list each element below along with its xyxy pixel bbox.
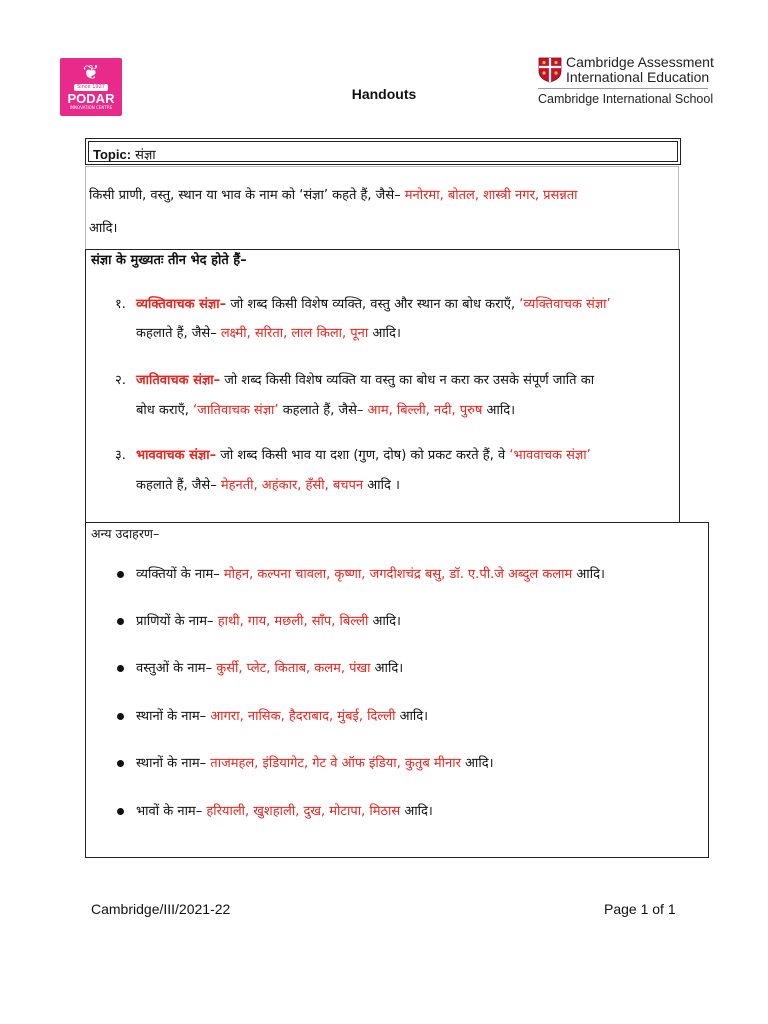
types-heading: संज्ञा के मुख्यतः तीन भेद होते हैं–	[91, 253, 247, 268]
logo-name: PODAR	[67, 91, 115, 106]
type-number: ३.	[115, 448, 126, 463]
type-examples: मेहनती, अहंकार, हँसी, बचपन	[216, 478, 364, 493]
topic-value: संज्ञा	[135, 148, 156, 163]
cambridge-title-line1: Cambridge Assessment	[566, 54, 714, 70]
example-values: मोहन, कल्पना चावला, कृष्णा, जगदीशचंद्र बसु, डॉ. ए.पी.जे अब्दुल कलाम	[223, 567, 573, 582]
example-end: आदि।	[400, 804, 433, 819]
type-2-line-2	[136, 400, 515, 418]
example-end: आदि।	[368, 614, 401, 629]
type-3-line-2	[136, 475, 400, 493]
example-values: कुर्सी, प्लेट, किताब, कलम, पंखा	[216, 661, 371, 676]
bullet-icon	[117, 618, 124, 625]
list-item	[136, 706, 428, 724]
definition-examples: मनोरमा, बोतल, शास्त्री नगर, प्रसन्नता	[400, 188, 578, 203]
cambridge-shield-icon	[538, 57, 562, 83]
example-label: व्यक्तियों के नाम–	[136, 567, 224, 582]
example-label: प्राणियों के नाम–	[136, 614, 218, 629]
type-end: आदि।	[368, 326, 401, 341]
type-2-line-1	[136, 370, 594, 388]
type-text: जो शब्द किसी विशेष व्यक्ति या वस्तु का बोध न करा कर उसके संपूर्ण जाति का	[220, 373, 595, 388]
topic-label: Topic:	[93, 147, 132, 162]
type-text: बोध कराएँ,	[136, 403, 194, 418]
type-text: जो शब्द किसी विशेष व्यक्ति, वस्तु और स्थान का बोध कराएँ,	[226, 297, 520, 312]
example-end: आदि।	[395, 709, 429, 724]
bullet-icon	[117, 571, 124, 578]
list-item	[136, 801, 433, 819]
examples-heading: अन्य उदाहरण–	[91, 526, 160, 541]
example-label: स्थानों के नाम–	[136, 709, 207, 724]
definition-line-2: आदि।	[89, 221, 118, 236]
definition-box	[85, 166, 679, 250]
example-end: आदि।	[460, 756, 494, 771]
type-number: १.	[115, 297, 126, 312]
type-term: ‘व्यक्तिवाचक संज्ञा’	[519, 297, 611, 312]
definition-text: किसी प्राणी, वस्तु, स्थान या भाव के नाम को ‘संज्ञा’ कहते हैं, जैसे–	[89, 188, 401, 203]
list-item	[136, 753, 494, 771]
footer-code: Cambridge/III/2021-22	[91, 901, 231, 917]
cambridge-school-name: Cambridge International School	[538, 92, 714, 106]
type-text: कहलाते हैं, जैसे–	[136, 326, 217, 341]
type-name: जातिवाचक संज्ञा–	[136, 373, 221, 388]
example-label: स्थानों के नाम–	[136, 756, 207, 771]
type-term: ‘जातिवाचक संज्ञा’	[193, 403, 279, 418]
tree-icon: ❦	[82, 60, 100, 84]
list-item	[136, 658, 403, 676]
example-values: हाथी, गाय, मछली, साँप, बिल्ली	[217, 614, 369, 629]
type-end: आदि।	[482, 403, 516, 418]
example-values: हरियाली, खुशहाली, दुख, मोटापा, मिठास	[206, 804, 401, 819]
type-end: आदि ।	[363, 478, 400, 493]
type-text: कहलाते हैं, जैसे–	[136, 478, 217, 493]
type-text: कहलाते हैं, जैसे–	[278, 403, 364, 418]
page-number: Page 1 of 1	[604, 901, 676, 917]
example-label: वस्तुओं के नाम–	[136, 661, 217, 676]
bullet-icon	[117, 808, 124, 815]
list-item	[136, 611, 401, 629]
types-box	[85, 249, 680, 523]
type-number: २.	[115, 373, 126, 388]
example-end: आदि।	[572, 567, 605, 582]
cambridge-title-line2: International Education	[566, 69, 710, 85]
type-name: भाववाचक संज्ञा–	[136, 448, 217, 463]
definition-line-1	[89, 185, 578, 203]
logo-since: Since 1927	[74, 84, 108, 91]
bullet-icon	[117, 665, 124, 672]
type-term: ‘भाववाचक संज्ञा’	[509, 448, 591, 463]
document-title: Handouts	[351, 86, 417, 102]
bullet-icon	[117, 713, 124, 720]
logo-subtitle: INNOVATION CENTRE	[69, 105, 113, 110]
type-1-line-2	[136, 323, 401, 341]
type-text: जो शब्द किसी भाव या दशा (गुण, दोष) को प्रकट करते हैं, वे	[216, 448, 510, 463]
example-values: आगरा, नासिक, हैदराबाद, मुंबई, दिल्ली	[206, 709, 396, 724]
topic-line	[93, 145, 156, 163]
example-end: आदि।	[370, 661, 404, 676]
type-name: व्यक्तिवाचक संज्ञा–	[136, 297, 227, 312]
list-item	[136, 564, 605, 582]
type-1-line-1	[136, 294, 611, 312]
example-values: ताजमहल, इंडियागेट, गेट वे ऑफ इंडिया, कुतुब मीनार	[206, 756, 461, 771]
type-examples: आम, बिल्ली, नदी, पुरुष	[363, 403, 483, 418]
type-examples: लक्ष्मी, सरिता, लाल किला, पूना	[216, 326, 369, 341]
bullet-icon	[117, 760, 124, 767]
example-label: भावों के नाम–	[136, 804, 207, 819]
topic-box	[85, 138, 681, 165]
topic-inner-border	[88, 141, 678, 162]
type-3-line-1	[136, 445, 591, 463]
cambridge-divider	[538, 88, 708, 89]
examples-box	[85, 522, 709, 858]
